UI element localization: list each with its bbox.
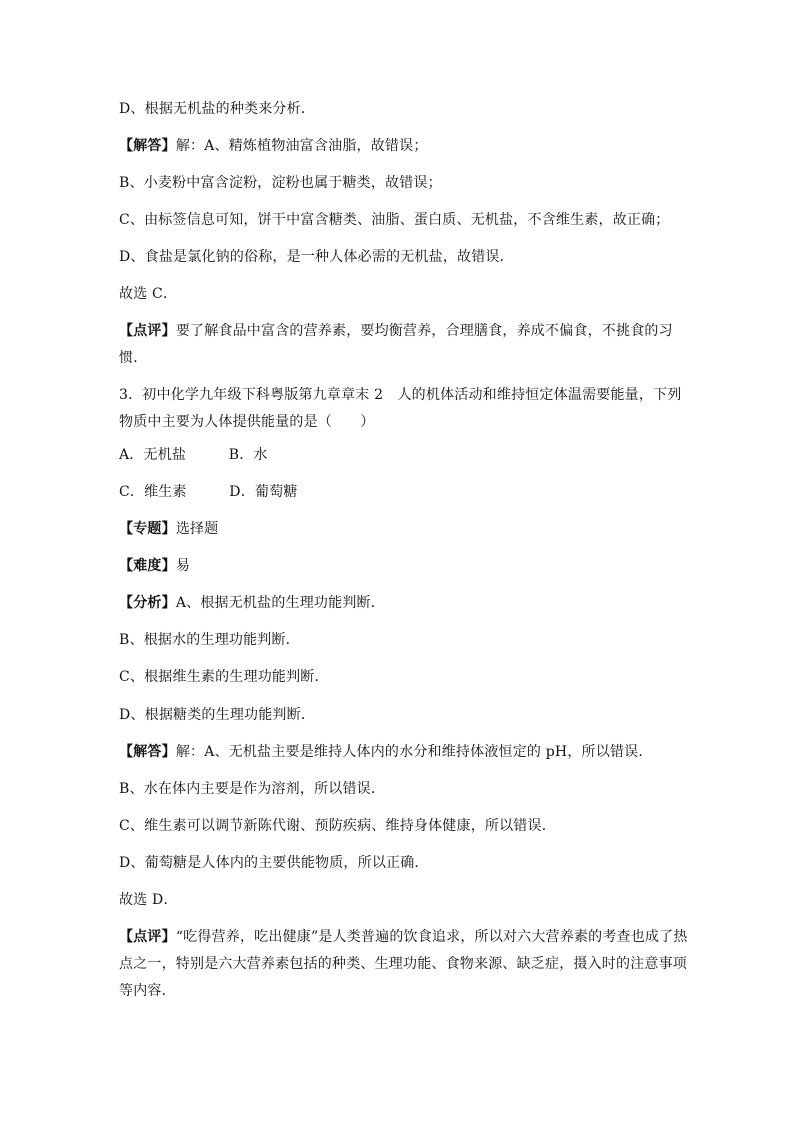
line-analysis-d2: D、根据糖类的生理功能判断． [119, 707, 316, 723]
line-analysis-b: B、根据水的生理功能判断． [119, 632, 300, 648]
question-3-stem: 3．初中化学九年级下科粤版第九章章末 2 人的机体活动和维持恒定体温需要能量，下列物质中主要为人体提供能量的是（ ） [119, 387, 682, 430]
line-answer-a: 【解答】解：A、精炼植物油富含油脂，故错误； [119, 138, 428, 154]
line-analysis-a: 【分析】A、根据无机盐的生理功能判断． [119, 595, 385, 611]
options-cd: C．维生素 D．葡萄糖 [119, 484, 298, 500]
line-comment-1: 【点评】要了解食品中富含的营养素，要均衡营养，合理膳食，养成不偏食，不挑食的习惯． [119, 323, 673, 366]
topic-tag: 【专题】 [119, 521, 176, 537]
line-difficulty: 【难度】易 [119, 558, 191, 574]
line-answer2-d: D、葡萄糖是人体内的主要供能物质，所以正确． [119, 855, 429, 871]
difficulty-tag: 【难度】 [119, 558, 176, 574]
analysis-tag: 【分析】 [119, 595, 176, 611]
line-analysis-c: C、根据维生素的生理功能判断． [119, 669, 329, 685]
answer-tag: 【解答】 [119, 744, 176, 760]
line-comment-2: 【点评】“吃得营养，吃出健康”是人类普遍的饮食追求，所以对六大营养素的考查也成了热点之一，特别是六大营养素包括的种类、生理功能、食物来源、缺乏症，摄入时的注意事项等内容． [119, 929, 688, 999]
line-answer-b: B、小麦粉中富含淀粉，淀粉也属于糖类，故错误； [119, 175, 442, 191]
comment-tag: 【点评】 [119, 323, 176, 339]
line-answer-d: D、食盐是氯化钠的俗称，是一种人体必需的无机盐，故错误． [119, 249, 514, 265]
line-analysis-d: D、根据无机盐的种类来分析． [119, 101, 316, 117]
line-answer2-a: 【解答】解：A、无机盐主要是维持人体内的水分和维持体液恒定的 pH，所以错误． [119, 744, 653, 760]
line-answer2-b: B、水在体内主要是作为溶剂，所以错误． [119, 781, 386, 797]
comment-tag: 【点评】 [119, 929, 176, 945]
line-answer2-c: C、维生素可以调节新陈代谢、预防疾病、维持身体健康，所以错误． [119, 818, 556, 834]
line-choice-d: 故选 D． [119, 892, 178, 908]
line-topic: 【专题】选择题 [119, 521, 219, 537]
answer-tag: 【解答】 [119, 138, 176, 154]
options-ab: A．无机盐 B．水 [119, 447, 268, 463]
line-choice-c: 故选 C． [119, 286, 178, 302]
line-answer-c: C、由标签信息可知，饼干中富含糖类、油脂、蛋白质、无机盐，不含维生素，故正确； [119, 212, 670, 228]
